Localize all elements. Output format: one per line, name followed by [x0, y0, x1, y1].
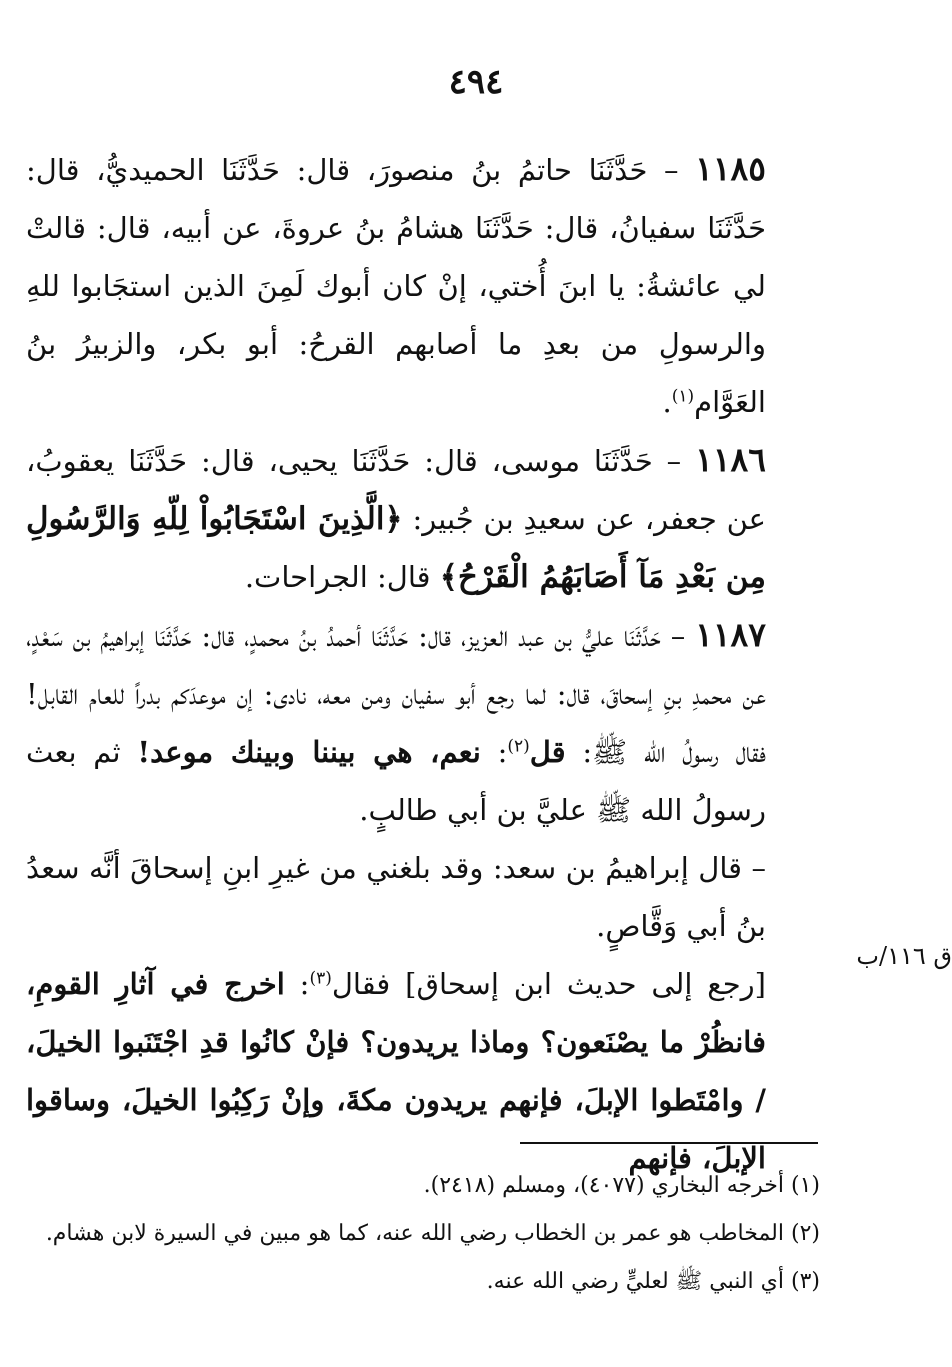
footnote-ref: (١) [671, 386, 695, 407]
quran-verse: ﴿الَّذِينَ اسْتَجَابُواْ لِلّهِ وَالرَّسُولِ مِن بَعْدِ مَآ أَصَابَهُمُ الْقَرْحُ﴾ [26, 501, 766, 595]
hadith-text-after: قال: الجراحات. [244, 560, 440, 594]
narrator-note [26, 839, 766, 955]
page-number: ٤٩٤ [448, 62, 504, 102]
hadith-number: ١١٨٥ [695, 149, 766, 188]
footnotes [45, 1162, 820, 1306]
hadith-1187 [26, 606, 766, 839]
return-paragraph [26, 955, 766, 1187]
footnote-2: (٢) المخاطب هو عمر بن الخطاب رضي الله عنه، كما هو مبين في السيرة لابن هشام. [45, 1221, 820, 1246]
hadith-1186 [26, 431, 766, 606]
return-text: [رجع إلى حديث ابن إسحاق] فقال [331, 967, 766, 1001]
hadith-1185 [26, 140, 766, 431]
hadith-end: . [662, 385, 672, 419]
hadith-text: – حَدَّثَنَا عليُّ بن عبد العزيز، قال: حَدَّثَنَا أحمدُ بنُ محمدٍ، قال: حَدَّثَنَا إبراهيمُ بن سَعْدٍ، عن محمدِ بنِ إسحاقَ، قال: لما رجع أبو سفيان ومن معه، نادى: إن موعدَكم بدراً للعام القابل! فقال رسولُ الله ﷺ: [26, 619, 766, 769]
main-text [26, 140, 766, 1187]
hadith-number: ١١٨٦ [695, 440, 766, 479]
footnote-ref: (٢) [507, 736, 530, 757]
hadith-number: ١١٨٧ [695, 615, 766, 654]
note-text: – قال إبراهيمُ بن سعد: وقد بلغني من غيرِ ابنِ إسحاقَ أنَّه سعدُ بنُ أبي وَقَّاصٍ. [26, 851, 766, 943]
bold-quote: اخرج في آثارِ القومِ، فانظُرْ ما يصْنَعون؟ وماذا يريدون؟ فإنْ كانُوا قدِ اجْتَنَبوا الخيلَ، / وامْتَطوا الإبلَ، فإنهم يريدون مكةَ، وإنْ رَكِبُوا الخيلَ، وساقوا الإبلَ، فإنهم [26, 967, 766, 1175]
bold-quote: قل [529, 735, 566, 769]
footnote-divider [520, 1142, 818, 1144]
bold-quote: نعم، هي بيننا وبينك موعد! [137, 735, 481, 769]
colon: : [284, 967, 310, 1001]
footnote-ref: (٣) [309, 968, 332, 989]
hadith-text: – حَدَّثَنَا موسى، قال: حَدَّثَنَا يحيى، قال: حَدَّثَنَا يعقوبُ، عن جعفر، عن سعيدِ بن جُبير: [26, 444, 766, 536]
footnote-3: (٣) أي النبي ﷺ لعليٍّ رضي الله عنه. [486, 1269, 820, 1294]
hadith-text-after: ثم بعث رسولُ الله ﷺ عليَّ بن أبي طالبٍ. [26, 735, 766, 827]
footnote-1: (١) أخرجه البخاري (٤٠٧٧)، ومسلم (٢٤١٨). [423, 1173, 820, 1198]
manuscript-folio-note: ق ١١٦/ب [856, 942, 952, 970]
colon: : [480, 735, 508, 769]
hadith-text: – حَدَّثَنَا حاتمُ بنُ منصورَ، قال: حَدَّثَنَا الحميديُّ، قال: حَدَّثَنَا سفيانُ، قال: حَدَّثَنَا هشامُ بنُ عروةَ، عن أبيه، قال: قالتْ لي عائشةُ: يا ابنَ أُختي، إنْ كان أبوك لَمِنَ الذين استجَابوا للهِ والرسولِ من بعدِ ما أصابهم القرحُ: أبو بكر، والزبيرُ بنُ العَوَّام [26, 153, 766, 419]
